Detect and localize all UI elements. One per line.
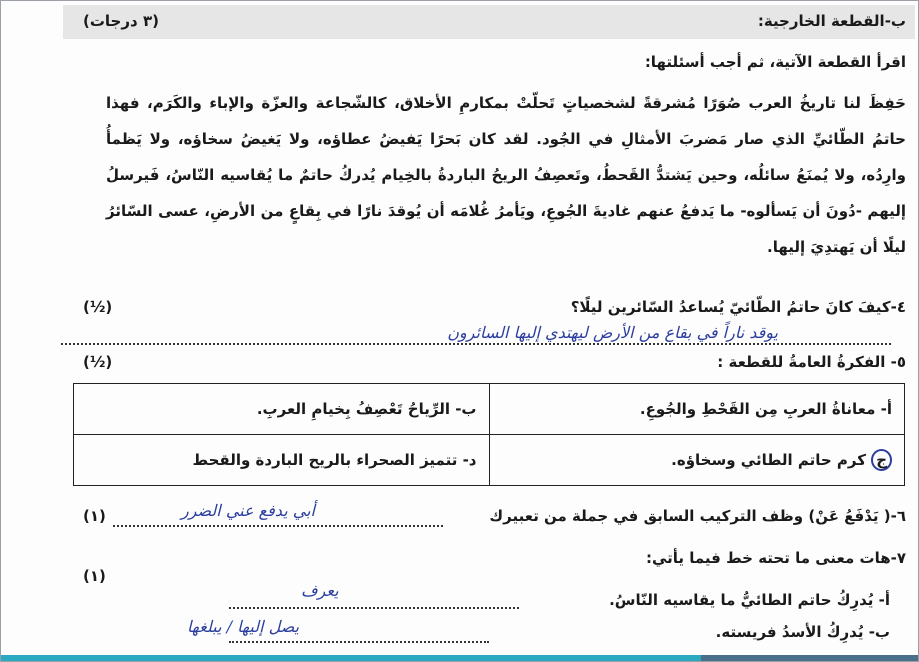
option-c-label: ج [876,451,887,469]
question-7: ٧-هات معنى ما تحته خط فيما يأتي: [645,549,906,567]
question-6-marks: (١) [83,507,106,525]
question-4: ٤-كيفَ كانَ حاتمُ الطّائيّ يُساعدُ السّائرين ليلًا؟ [570,298,906,316]
window-bottom-bar-segment [701,655,919,661]
option-c-circle [871,449,892,471]
option-c[interactable] [489,435,905,486]
question-7a: أ- يُدرِكُ حاتم الطائيُّ ما يقاسيه النّاسُ. [609,591,890,609]
option-a[interactable]: أ- معاناةُ العربِ مِن القَحْطِ والجُوعِ. [489,384,905,435]
answer-line [229,607,519,609]
choices-table [73,383,905,486]
question-7a-answer[interactable]: يعرف [301,581,339,600]
reading-passage: حَفِظَ لنا تاريخُ العرب صُوَرًا مُشرقةً لشخصياتٍ تَحلّتْ بمكارمِ الأخلاق، كالشّجاعة والعزّة والإباء والكَرَم، فهذا حاتمُ الطّائيِّ الذي صار مَضربَ الأمثالِ في الجُود. لقد كان بَحرًا يَفيضُ عطاؤه، ولا يَغيضُ سخاؤه، ولا يَظمأُ وارِدُه، ولا يُمنَعُ سائلُه، وحين يَشتدُّ القَحطُ، وتَعصِفُ الريحُ الباردةُ بالخِيام يُدركُ حاتمٌ ما يُقاسيه النّاسُ، فَيرسلُ إليهم -دُونَ أن يَسألوه- ما يَدفعُ عنهم غاديةَ الجُوعِ، ويَأمرُ غُلامَه أن يُوقدَ نارًا في بِقاعٍ من الأرضِ، عسى السّائرُ ليلًا أن يَهتدِيَ إليها. [106,94,906,256]
question-7b: ب- يُدرِكُ الأسدُ فريسته. [715,623,890,641]
question-6: ٦-( يَدْفَعُ عَنْ) وظف التركيب السابق في جملة من تعبيرك [489,507,906,525]
question-5-marks: (½) [83,353,113,371]
question-5: ٥- الفكرةُ العامةُ للقطعة : [717,353,906,371]
answer-line [229,641,489,643]
option-c-text: كرم حاتم الطائي وسخاؤه. [671,451,866,469]
section-title: ب-القطعة الخارجية: [757,12,906,30]
option-d[interactable]: د- تتميز الصحراء بالريح الباردة والقحط [74,435,490,486]
answer-line [113,525,443,527]
window-bottom-bar [1,655,919,661]
question-4-marks: (½) [83,298,113,316]
question-4-answer[interactable]: يوقد ناراً في بقاع من الأرض ليهتدي إليها السائرون [447,323,778,342]
instruction: اقرأ القطعة الآتية، ثم أجب أسئلتها: [644,53,906,71]
question-7b-answer[interactable]: يصل إليها / يبلغها [187,617,300,636]
section-marks: (٣ درجات) [83,12,159,30]
option-b[interactable]: ب- الرِّياحُ تَعْصِفُ بِخيامِ العربِ. [74,384,490,435]
answer-line [61,343,891,345]
question-7-marks: (١) [83,567,106,585]
question-6-answer[interactable]: أبي يدفع عني الضرر [181,501,315,520]
